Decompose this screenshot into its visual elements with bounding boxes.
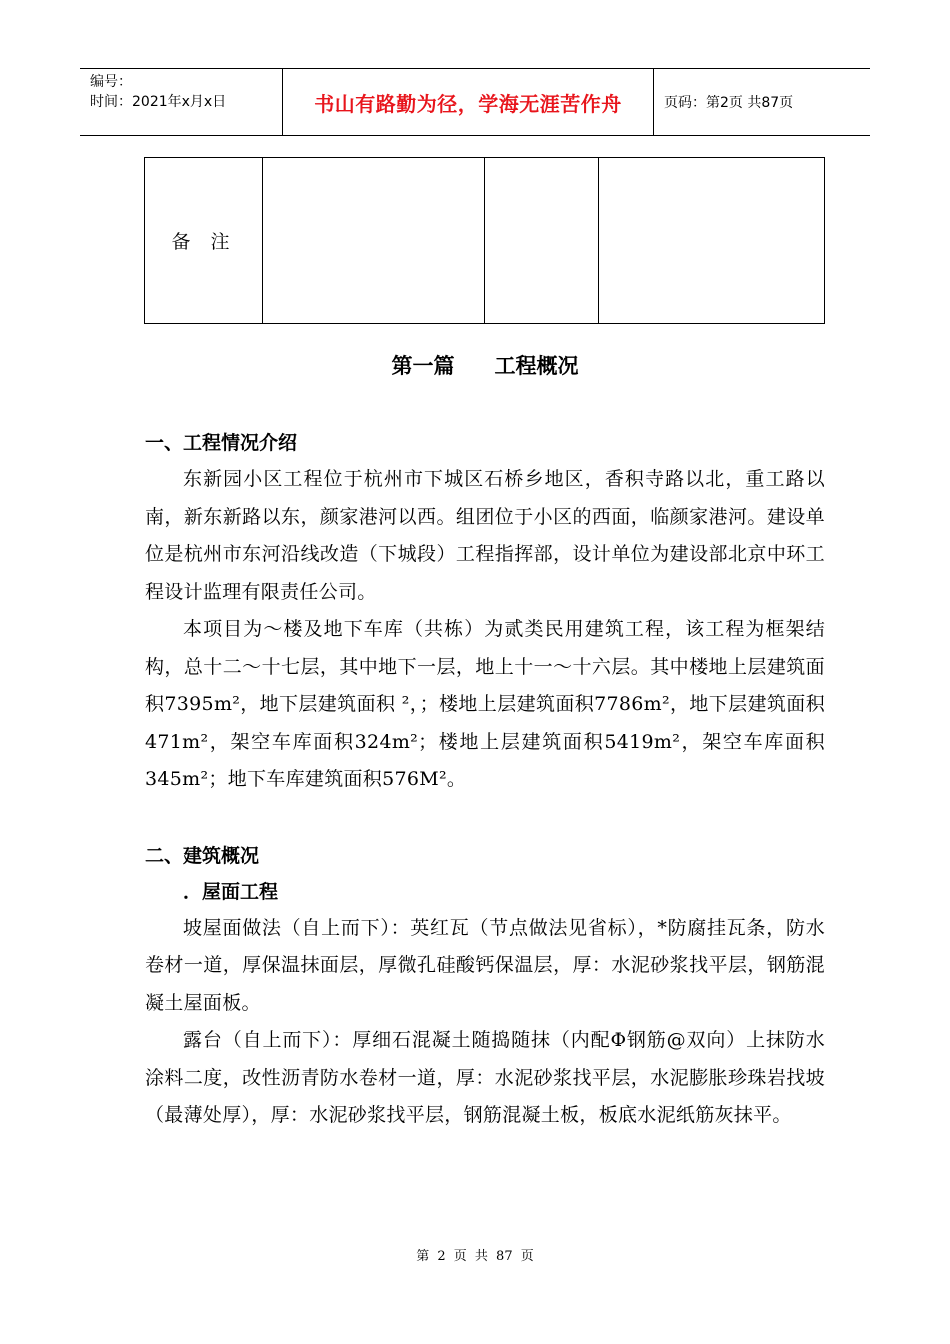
part-name: 工程概况 — [494, 354, 579, 378]
remarks-label: 备注 — [145, 158, 263, 324]
subsection-heading: ．屋面工程 — [183, 880, 279, 903]
section-heading: 二、建筑概况 — [145, 844, 260, 867]
document-body — [145, 340, 825, 1135]
paragraph: 本项目为～楼及地下车库（共栋）为贰类民用建筑工程，该工程为框架结构，总十二～十七层，其中地下一层，地上十一～十六层。其中楼地上层建筑面积7395m²，地下层建筑面积 ²，；楼地上层建筑面积7786m²，地下层建筑面积471m²，架空车库面积324m²；楼地上层建筑面积5419m²，架空车库面积345m²；地下车库建筑面积576M²。 — [145, 618, 825, 790]
section-project-overview — [145, 425, 825, 799]
section-building-overview — [145, 838, 825, 1135]
section-heading: 一、工程情况介绍 — [145, 432, 298, 454]
paragraph: 东新园小区工程位于杭州市下城区石桥乡地区，香积寺路以北，重工路以南，新东新路以东，颜家港河以西。组团位于小区的西面，临颜家港河。建设单位是杭州市东河沿线改造（下城段）工程指挥部，设计单位为建设部北京中环工程设计监理有限责任公司。 — [145, 468, 825, 603]
date-line: 时间：2021年x月x日 — [90, 94, 227, 110]
part-title — [145, 350, 825, 386]
paragraph: 露台（自上而下）：厚细石混凝土随捣随抹（内配Φ钢筋@双向）上抹防水涂料二度，改性沥青防水卷材一道，厚：水泥砂浆找平层，水泥膨胀珍珠岩找坡（最薄处厚），厚：水泥砂浆找平层，钢筋混凝土板，板底水泥纸筋灰抹平。 — [145, 1029, 825, 1126]
paragraph: 坡屋面做法（自上而下）：英红瓦（节点做法见省标），*防腐挂瓦条，防水卷材一道，厚保温抹面层，厚微孔硅酸钙保温层，厚：水泥砂浆找平层，钢筋混凝土屋面板。 — [145, 916, 825, 1014]
remarks-cell — [599, 158, 825, 324]
remarks-cell — [263, 158, 485, 324]
remarks-table — [144, 157, 825, 324]
header-page-info: 页码：第2页 共87页 — [664, 95, 794, 111]
header-meta — [80, 69, 283, 135]
remarks-row — [145, 158, 825, 324]
header-motto: 书山有路勤为径，学海无涯苦作舟 — [283, 69, 654, 135]
part-number: 第一篇 — [391, 354, 455, 378]
page-header — [80, 68, 870, 136]
serial-label: 编号： — [90, 74, 132, 90]
remarks-cell — [485, 158, 599, 324]
page-footer: 第 2 页 共 87 页 — [416, 1249, 534, 1264]
